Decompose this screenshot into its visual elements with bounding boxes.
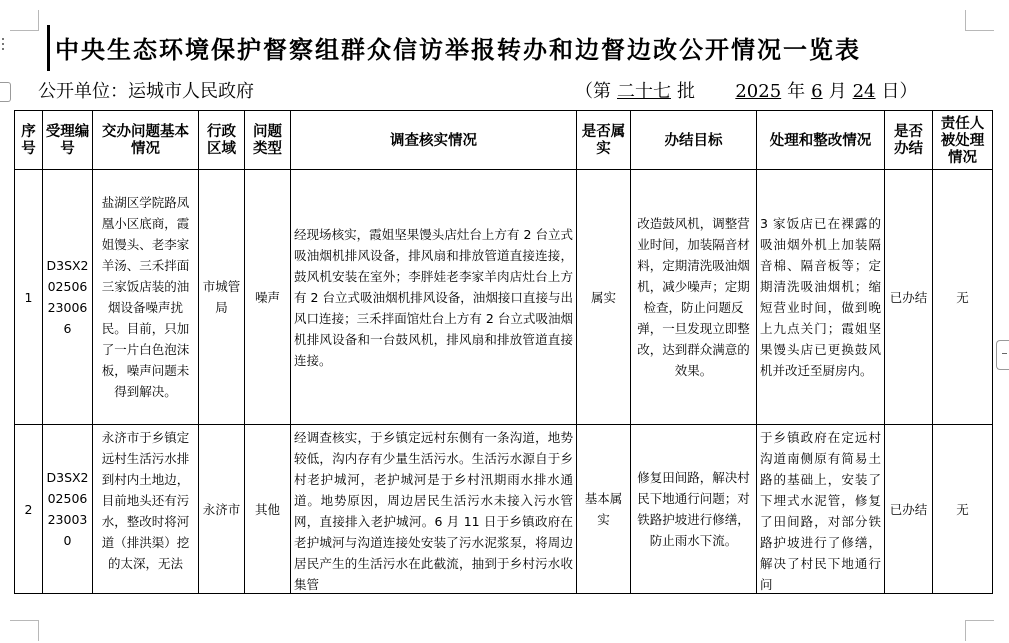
header-investigation: 调查核实情况 (291, 111, 577, 170)
row-no: 1 (15, 170, 43, 425)
date-year: 2025 (735, 81, 782, 102)
row-handling-text: 于乡镇政府在定远村沟道南侧原有简易土路的基础上，安装了下埋式水泥管，修复了田间路，对部分铁路护坡进行了修缮，解决了村民下地通行问 (760, 430, 881, 591)
row-region: 永济市 (199, 425, 245, 594)
header-type: 问题类型 (245, 111, 291, 170)
row-issue: 盐湖区学院路凤凰小区底商，霞姐馒头、老李家羊汤、三禾拌面三家饭店装的油烟设备噪声扰民。目前，只加了一片白色泡沫板，噪声问题未得到解决。 (93, 170, 199, 425)
batch-number: 二十七 (617, 81, 671, 102)
crop-mark-bottom-right (965, 620, 994, 641)
crop-mark-top-left (10, 10, 39, 31)
row-goal: 修复田间路，解决村民下地通行问题；对铁路护坡进行修缮，防止雨水下流。 (631, 425, 757, 594)
header-closed: 是否办结 (885, 111, 933, 170)
row-type: 噪声 (245, 170, 291, 425)
right-margin-collapse-icon[interactable] (996, 340, 1009, 370)
table-header-row (15, 111, 993, 170)
header-handling: 处理和整改情况 (757, 111, 885, 170)
title-cursor-bar (47, 25, 50, 71)
row-code: D3SX20250623006 6 (43, 170, 93, 425)
table-row (15, 425, 993, 594)
row-handling: 3 家饭店已在裸露的吸油烟外机上加装隔音棉、隔音板等；定期清洗吸油烟机；缩短营业时间，做到晚上九点关门；霞姐坚果馒头店已更换鼓风机并改迁至厨房内。 (757, 170, 885, 425)
row-goal: 改造鼓风机，调整营业时间，加装隔音材料，定期清洗吸油烟机，减少噪声；定期检查，防止问题反弹，一旦发现立即整改，达到群众满意的效果。 (631, 170, 757, 425)
row-closed: 已办结 (885, 425, 933, 594)
batch-word: 批 (677, 81, 695, 102)
header-code: 受理编号 (43, 111, 93, 170)
row-investigation (291, 425, 577, 594)
header-punished: 责任人被处理情况 (933, 111, 993, 170)
header-region: 行政区域 (199, 111, 245, 170)
crop-mark-top-right (965, 10, 994, 31)
row-investigation-text: 经调查核实，于乡镇定远村东侧有一条沟道，地势较低，沟内存有少量生活污水。生活污水源自于乡村老护城河，老护城河是于乡村汛期雨水排水通道。地势原因，周边居民生活污水未接入污水管网，直接排入老护城河。6 月 11 日于乡镇政府在老护城河与沟道连接处安装了污水泥浆泵，将周边居民产生的生活污水在此截流，抽到于乡村污水收集管 (294, 430, 573, 591)
row-no: 2 (15, 425, 43, 594)
row-punished: 无 (933, 425, 993, 594)
row-closed: 已办结 (885, 170, 933, 425)
date-year-word: 年 (787, 81, 806, 102)
row-punished: 无 (933, 170, 993, 425)
row-verified: 基本属实 (577, 425, 631, 594)
header-goal: 办结目标 (631, 111, 757, 170)
petition-table (14, 110, 993, 594)
date-day: 24 (852, 81, 876, 102)
header-verified: 是否属实 (577, 111, 631, 170)
date-month-word: 月 (828, 81, 847, 102)
left-margin-tab[interactable] (0, 82, 11, 102)
row-verified: 属实 (577, 170, 631, 425)
row-investigation: 经现场核实，霞姐坚果馒头店灶台上方有 2 台立式吸油烟机排风设备，排风扇和排放管道直接连接，鼓风机安装在室外；李胖娃老李家羊肉店灶台上方有 2 台立式吸油烟机排风设备，油烟接口直接与出风口连接；三禾拌面馆灶台上方有 2 台立式吸油烟机排风设备和一台鼓风机，排风扇和排放管道直接连接。 (291, 170, 577, 425)
document-title: 中央生态环境保护督察组群众信访举报转办和边督边改公开情况一览表 (55, 35, 861, 64)
row-issue-text: 永济市于乡镇定远村生活污水排到村内土地边，目前地头还有污水，整改时将河道（排洪渠）挖的太深，无法 (101, 430, 190, 571)
row-region: 市城管局 (199, 170, 245, 425)
batch-open: （第 (575, 81, 611, 102)
row-type: 其他 (245, 425, 291, 594)
header-issue: 交办问题基本情况 (93, 111, 199, 170)
row-handling (757, 425, 885, 594)
batch-date-line (575, 80, 918, 104)
header-no: 序号 (15, 111, 43, 170)
publisher-unit: 公开单位：运城市人民政府 (38, 81, 254, 102)
row-issue (93, 425, 199, 594)
date-month: 6 (811, 81, 823, 102)
drag-handle-icon[interactable] (2, 38, 4, 53)
crop-mark-bottom-left (10, 620, 39, 641)
row-code: D3SX20250623003 0 (43, 425, 93, 594)
table-row (15, 170, 993, 425)
date-day-word: 日） (881, 81, 918, 102)
